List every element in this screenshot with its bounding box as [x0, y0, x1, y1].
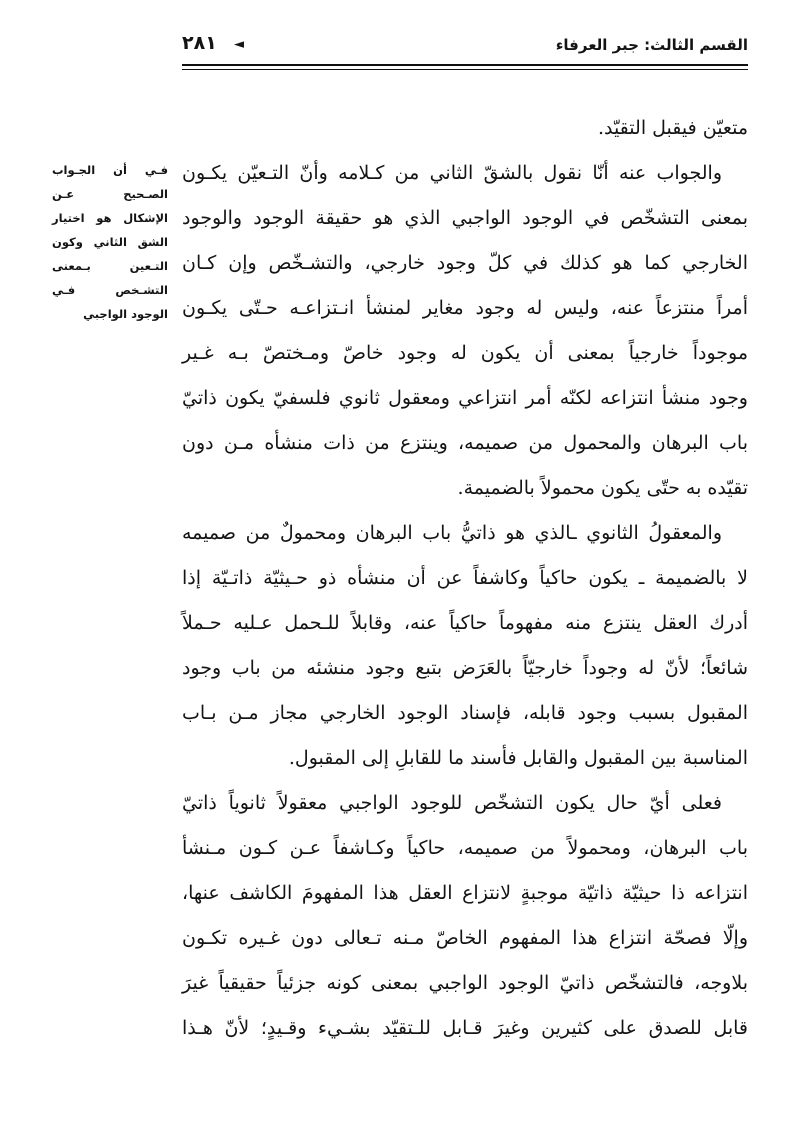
text-line: موجوداً خارجياً بمعنى أن يكون له وجود خاصّ ومـختصّ بـه غـير — [182, 342, 748, 364]
margin-note-line: التشـخص فـي — [52, 283, 168, 297]
margin-note-line: الشق الثاني وكون — [52, 235, 168, 249]
text-line: أدرك العقل ينتزع منه مفهوماً حاكياً عنه، وقابلاً للـحمل عـليه حـملاً — [182, 612, 748, 634]
body-text — [182, 106, 748, 1051]
text-line: تقيّده به حتّى يكون محمولاً بالضميمة. — [457, 477, 748, 499]
text-line: المقبول بسبب وجود قابله، فإسناد الوجود الخارجي مجاز مـن بـاب — [182, 702, 748, 724]
running-header — [182, 34, 748, 56]
margin-note-line: الإشكال هو اختيار — [52, 211, 168, 225]
text-line: بمعنى التشخّص في الوجود الواجبي الذي هو حقيقة الوجود والوجود — [182, 207, 748, 229]
margin-note-line: فـي أن الجـواب — [52, 163, 168, 177]
text-line: قابل للصدق على كثيرين وغيرَ قـابل للـتقيّد بشـيء وقـيدٍ؛ لأنّ هـذا — [182, 1017, 748, 1039]
page-number: ٢٨١ — [182, 32, 217, 54]
header-rule-thin — [182, 69, 748, 70]
margin-note — [52, 158, 168, 326]
margin-note-line: الصـحيح عـن — [52, 187, 168, 201]
text-line: باب البرهان والمحمول من صميمه، وينتزع من ذات منشأه مـن دون — [182, 432, 748, 454]
text-line: وجود منشأ انتزاعه لكنّه أمر انتزاعي ومعقول ثانوي فلسفيّ يكون ذاتيّ — [182, 387, 748, 409]
section-title: القسم الثالث: جبر العرفاء — [555, 36, 748, 54]
paragraph-first-line: والجواب عنه أنّا نقول بالشقّ الثاني من كـلامه وأنّ التـعيّن يكـون — [182, 162, 722, 184]
text-line: الخارجي كما هو كذلك في كلّ وجود خارجي، والتشـخّص وإن كـان — [182, 252, 748, 274]
header-rule-thick — [182, 64, 748, 66]
margin-note-line: التـعين بـمعنى — [52, 259, 168, 273]
text-line: أمراً منتزعاً عنه، وليس له وجود مغاير لمنشأ انـتزاعـه حـتّى يكـون — [182, 297, 748, 319]
text-line: المناسبة بين المقبول والقابل فأسند ما للقابلِ إلى المقبول. — [288, 747, 748, 769]
paragraph-first-line: والمعقولُ الثانوي ـالذي هو ذاتيُّ باب البرهان ومحمولٌ من صميمه — [182, 522, 722, 544]
arrow-left-icon: ◄ — [234, 37, 244, 52]
margin-note-line: الوجود الواجبي — [83, 307, 168, 321]
text-line: وإلّا فصحّة انتزاع هذا المفهوم الخاصّ مـنه تـعالى دون غـيره تكـون — [182, 927, 748, 949]
text-line: بلاوجه، فالتشخّص ذاتيّ الوجود الواجبي بمعنى كونه جزئياً حقيقياً غيرَ — [182, 972, 748, 994]
text-line: شائعاً؛ لأنّ له وجوداً خارجيّاً بالعَرَض بتبع وجود منشئه من باب وجود — [182, 657, 748, 679]
text-line: باب البرهان، ومحمولاً من صميمه، حاكياً وكـاشفاً عـن كـون مـنشأ — [182, 837, 748, 859]
text-line: متعيّن فيقبل التقيّد. — [597, 117, 748, 139]
paragraph-first-line: فعلى أيّ حال يكون التشخّص للوجود الواجبي معقولاً ثانوياً ذاتيّ — [182, 792, 722, 814]
text-line: لا بالضميمة ـ يكون حاكياً وكاشفاً عن أن منشأه ذو حـيثيّة ذاتـيّة إذا — [182, 567, 748, 589]
text-line: انتزاعه ذا حيثيّة ذاتيّة موجبةٍ لانتزاع العقل هذا المفهومَ الكاشف عنها، — [182, 882, 748, 904]
